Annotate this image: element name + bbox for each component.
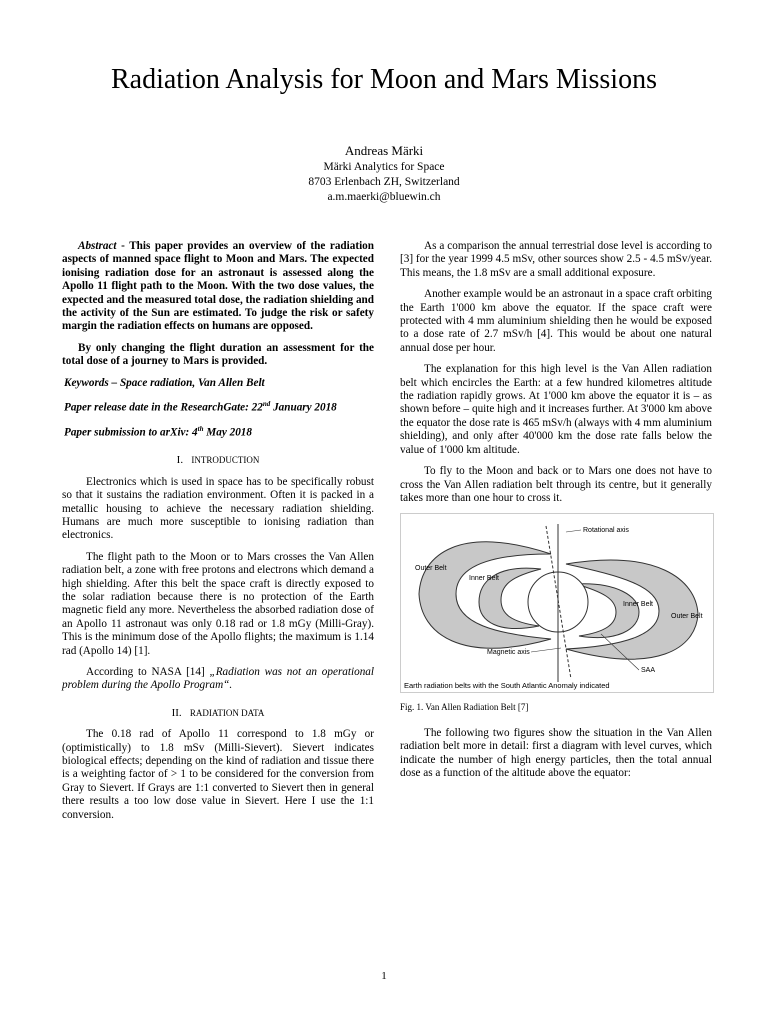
intro-paragraph-2: The flight path to the Moon or to Mars crosses the Van Allen radiation belt, a zone with free protons and electrons which demand a high shielding. After this belt the space craft is directly exposed to the solar radiation because there is no protection of the Earth magnetic field any more. Nevertheless the absorbed radiation dose of an Apollo 11 astronaut was only 0.18 rad or 1.8 mGy (Milli-Gray). This is the minimum dose of the Apollo flights; the maximum is 1.14 rad (Apollo 14) [1]. [62,550,374,657]
figure-caption: Fig. 1. Van Allen Radiation Belt [7] [400,702,529,713]
label-inner-belt-left: Inner Belt [469,575,499,583]
label-saa: SAA [641,667,656,675]
affiliation-org: Märki Analytics for Space [323,161,445,173]
abstract-text: - This paper provides an overview of the radiation aspects of manned space flight to Moon and Mars. The expected ionising radiation dose for an astronaut is assessed along the Apollo 11 flight path to the Moon. With the two dose values, the expected and the measured total dose, the radiation shielding and the activity of the Sun are estimated. To judge the risk or safety margin the radiation effects on humans are opposed. [62,240,374,333]
label-rotational-axis: Rotational axis [583,527,629,535]
van-allen-belt-diagram [401,514,713,692]
affiliation-address: 8703 Erlenbach ZH, Switzerland [308,176,460,188]
section-heading-radiation-data [62,707,374,720]
submission-date-sup: th [197,425,204,434]
page-number: 1 [381,970,387,982]
section-title: INTRODUCTION [191,455,260,466]
affiliation-block [0,160,768,205]
nasa-prefix: According to NASA [14] [86,666,210,679]
right-paragraph-1: As a comparison the annual terrestrial dose level is according to [3] for the year 1999 4.5 mSv, other sources show 2.5 - 4.5 mSv/year. This means, the 1.8 mSv are a small additional exposure. [400,240,712,279]
figure-inner-caption: Earth radiation belts with the South Atlantic Anomaly indicated [404,681,610,691]
label-outer-belt-right: Outer Belt [671,613,703,621]
release-date-month: January 2018 [270,401,337,414]
author-name: Andreas Märki [344,143,424,158]
radiation-data-paragraph: The 0.18 rad of Apollo 11 correspond to 1.8 mGy or (optimistically) to 1.8 mSv (Milli-Sievert). Sievert indicates biological effects; depending on the kind of radiation and tissue there is a weighting factor of > 1 to be considered for the conversion from Gray to Sievert. If Grays are 1:1 converted to Sievert then in general there results a too low dose value in Sievert. Here I use the 1:1 conversion. [62,728,374,821]
submission-date-month: May 2018 [203,426,252,439]
keywords: Keywords – Space radiation, Van Allen Belt [64,376,265,389]
section-heading-introduction [62,454,374,467]
submission-date-text: Paper submission to arXiv: 4 [64,426,198,439]
release-date-text: Paper release date in the ResearchGate: 22 [64,401,263,414]
release-date-sup: nd [262,400,271,409]
abstract-label: Abstract [78,240,117,252]
paper-title: Radiation Analysis for Moon and Mars Missions [111,64,657,95]
abstract-text-2: By only changing the flight duration an assessment for the total dose of a journey to Mars is provided. [62,341,374,368]
right-paragraph-4: To fly to the Moon and back or to Mars one does not have to cross the Van Allen radiation belt through its centre, but it generally takes more than one hour to cross it. [400,465,712,504]
release-date [62,398,374,415]
label-magnetic-axis: Magnetic axis [487,649,530,657]
submission-date [62,423,374,440]
affiliation-email: a.m.maerki@bluewin.ch [327,191,441,203]
left-column [62,240,374,830]
intro-paragraph-1: Electronics which is used in space has to be specifically robust so that it sustains the radiation environment. Often it is packed in a metallic housing to achieve the necessary radiation shielding. Humans are much more susceptible to ionising radiation than electronics. [62,475,374,542]
section-title: RADIATION DATA [189,707,265,718]
nasa-quote: „Radiation was not an operational problem during the Apollo Program“. [62,666,375,692]
right-paragraph-2: Another example would be an astronaut in a space craft orbiting the Earth 1'000 km above the equator. If the space craft were protected with 4 mm aluminium shielding then he would be exposed to a dose rate of 2.7 mSv/h [4]. This would be about one natural annual dose per hour. [400,288,712,354]
section-number: II. [171,706,182,719]
right-column [400,240,712,788]
van-allen-belt-figure [400,513,714,693]
abstract [62,240,374,334]
label-outer-belt-left: Outer Belt [415,565,447,573]
label-inner-belt-right: Inner Belt [623,601,653,609]
right-paragraph-5: The following two figures show the situation in the Van Allen radiation belt more in detail: first a diagram with level curves, which indicate the number of high energy particles, then the total annual dose as a function of the altitude above the equator: [400,726,712,779]
intro-paragraph-3 [62,666,374,693]
section-number: I. [176,454,184,467]
right-paragraph-3: The explanation for this high level is the Van Allen radiation belt which encircles the Earth: at a few hundred kilometres altitude the radiation rapidly grows. At 1'000 km above the equator it is – as shown before – quite high and it increases further. At 3'000 km above the equator the dose rate is 465 mSv/h (always with 4 mm aluminium shielding), and only after 40'000 km the dose rate falls below the value of 1'000 km altitude. [400,363,712,456]
